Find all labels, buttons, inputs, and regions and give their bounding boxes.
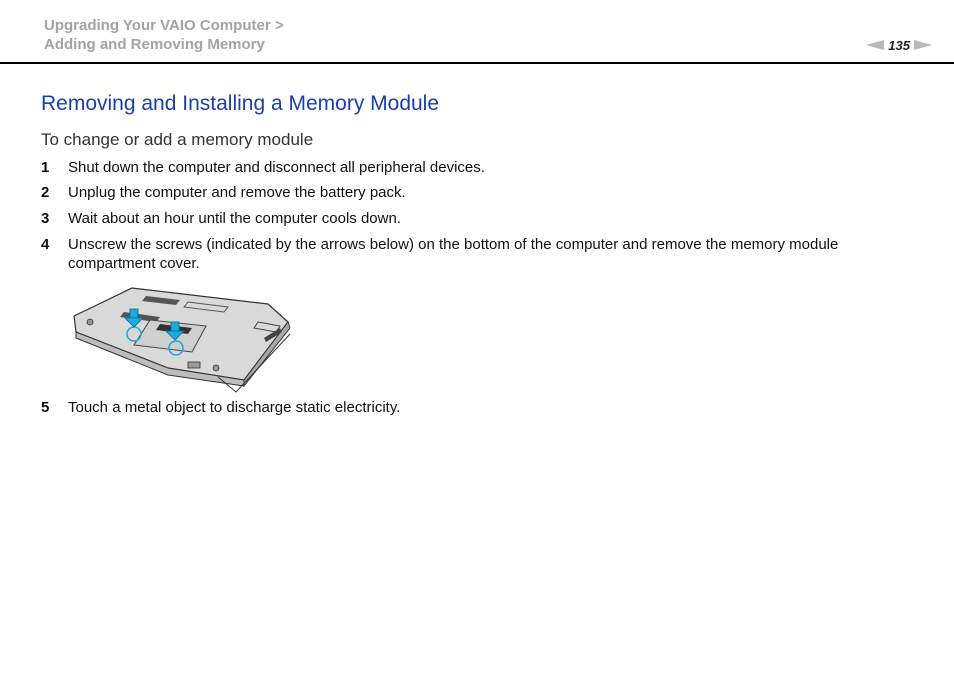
step-number: 1 [41, 159, 50, 176]
step-number: 2 [41, 184, 50, 201]
list-item [41, 235, 921, 273]
step-text: Unscrew the screws (indicated by the arrows below) on the bottom of the computer and remove the memory module compartment cover. [68, 236, 839, 272]
step-text: Touch a metal object to discharge static electricity. [68, 399, 401, 416]
step-text: Unplug the computer and remove the battery pack. [68, 184, 406, 201]
laptop-bottom-illustration [68, 282, 298, 394]
list-item [41, 183, 921, 202]
arrow-left-icon[interactable] [866, 40, 884, 50]
list-item [41, 398, 921, 417]
list-item [41, 209, 921, 228]
breadcrumb [44, 16, 284, 54]
subsection-title: To change or add a memory module [41, 130, 314, 149]
header-divider [0, 62, 954, 64]
step-text: Shut down the computer and disconnect all peripheral devices. [68, 159, 485, 176]
step-number: 5 [41, 399, 50, 416]
page-number: 135 [888, 37, 910, 53]
step-number: 3 [41, 210, 50, 227]
section-title: Removing and Installing a Memory Module [41, 92, 440, 115]
breadcrumb-chapter[interactable]: Upgrading Your VAIO Computer > [44, 17, 284, 34]
arrow-right-icon[interactable] [914, 40, 932, 50]
list-item [41, 158, 921, 177]
breadcrumb-section[interactable]: Adding and Removing Memory [44, 36, 265, 53]
page-navigation [866, 37, 932, 53]
step-number: 4 [41, 236, 50, 253]
step-text: Wait about an hour until the computer cools down. [68, 210, 401, 227]
